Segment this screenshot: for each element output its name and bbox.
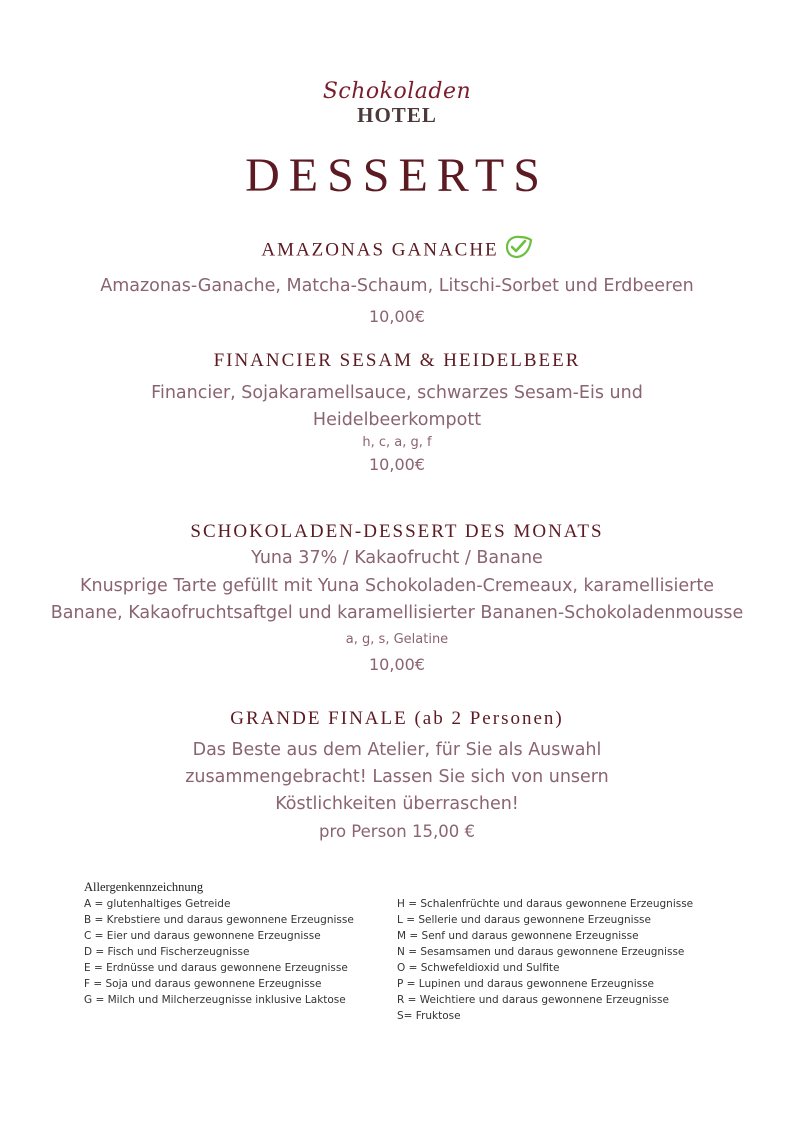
- item-price: pro Person 15,00 €: [319, 822, 475, 841]
- item-name-text: AMAZONAS GANACHE: [261, 239, 499, 261]
- item-description-line-1: Knusprige Tarte gefüllt mit Yuna Schokoladen-Cremeaux, karamellisierte: [80, 576, 714, 596]
- allergen-entry-p: P = Lupinen und daraus gewonnene Erzeugnisse: [397, 978, 655, 990]
- item-allergens: a, g, s, Gelatine: [345, 632, 449, 647]
- allergen-legend-right-column: [397, 896, 693, 1024]
- allergen-entry-c: C = Eier und daraus gewonnene Erzeugnisse: [84, 930, 321, 942]
- logo-script-text: Schokoladen: [322, 79, 472, 104]
- item-price: 10,00€: [369, 455, 425, 474]
- menu-item-amazonas-ganache: [0, 234, 794, 330]
- item-subtitle: Yuna 37% / Kakaofrucht / Banane: [251, 548, 543, 568]
- allergen-entry-b: B = Krebstiere und daraus gewonnene Erzeugnisse: [84, 914, 354, 926]
- allergen-legend-title: Allergenkennzeichnung: [84, 880, 204, 894]
- vegan-check-leaf-icon: [503, 234, 533, 268]
- item-description-line-3: Köstlichkeiten überraschen!: [275, 794, 519, 814]
- item-description-line-2: zusammengebracht! Lassen Sie sich von unsern: [185, 767, 609, 787]
- allergen-entry-e: E = Erdnüsse und daraus gewonnene Erzeugnisse: [84, 962, 348, 974]
- item-name: [0, 234, 794, 268]
- item-description-line-1: Das Beste aus dem Atelier, für Sie als Auswahl: [192, 740, 602, 760]
- item-description-line-2: Heidelbeerkompott: [312, 410, 482, 430]
- allergen-entry-r: R = Weichtiere und daraus gewonnene Erzeugnisse: [397, 994, 669, 1006]
- menu-item-financier: [0, 348, 794, 478]
- menu-item-schokoladen-dessert: [0, 519, 794, 678]
- item-allergens: h, c, a, g, f: [362, 435, 432, 450]
- item-description-line-2: Banane, Kakaofruchtsaftgel und karamellisierter Bananen-Schokoladenmousse: [50, 603, 744, 623]
- item-name: FINANCIER SESAM & HEIDELBEER: [213, 350, 581, 371]
- item-name: SCHOKOLADEN-DESSERT DES MONATS: [190, 521, 604, 542]
- page-title: DESSERTS: [245, 149, 549, 202]
- item-name: GRANDE FINALE (ab 2 Personen): [230, 708, 564, 729]
- allergen-entry-m: M = Senf und daraus gewonnene Erzeugnisse: [397, 930, 639, 942]
- allergen-legend-left-column: [84, 896, 354, 1008]
- menu-item-grande-finale: [0, 706, 794, 845]
- item-price: 10,00€: [369, 655, 425, 674]
- item-description: Amazonas-Ganache, Matcha-Schaum, Litschi-Sorbet und Erdbeeren: [100, 276, 694, 296]
- allergen-entry-h: H = Schalenfrüchte und daraus gewonnene Erzeugnisse: [397, 898, 694, 910]
- allergen-entry-d: D = Fisch und Fischerzeugnisse: [84, 946, 250, 958]
- allergen-entry-n: N = Sesamsamen und daraus gewonnene Erzeugnisse: [397, 946, 685, 958]
- allergen-entry-f: F = Soja und daraus gewonnene Erzeugnisse: [84, 978, 322, 990]
- allergen-entry-g: G = Milch und Milcherzeugnisse inklusive Laktose: [84, 994, 346, 1006]
- item-description-line-1: Financier, Sojakaramellsauce, schwarzes Sesam-Eis und: [151, 383, 643, 403]
- hotel-logo: [0, 80, 794, 126]
- allergen-entry-a: A = glutenhaltiges Getreide: [84, 898, 231, 910]
- allergen-entry-s: S= Fruktose: [397, 1010, 461, 1022]
- allergen-entry-o: O = Schwefeldioxid und Sulfite: [397, 962, 560, 974]
- allergen-entry-l: L = Sellerie und daraus gewonnene Erzeugnisse: [397, 914, 651, 926]
- item-price: 10,00€: [369, 307, 425, 326]
- logo-hotel-text: HOTEL: [357, 103, 437, 127]
